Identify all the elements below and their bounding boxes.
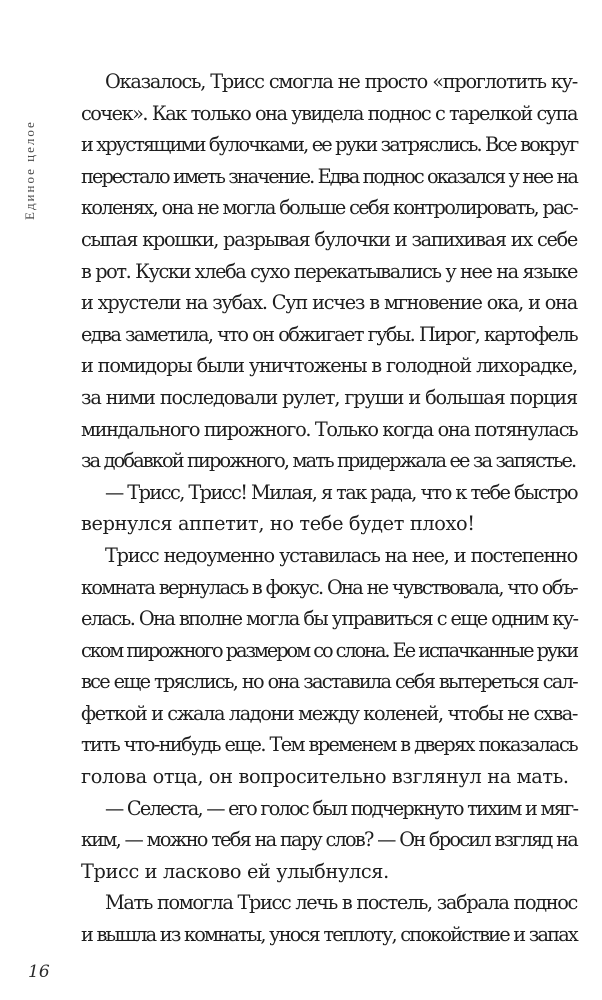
text-line: феткой и сжала ладони между коленей, чтобы не схва- [81, 701, 577, 725]
text-line: — Селеста, — его голос был подчеркнуто тихим и мяг- [105, 796, 578, 820]
text-line: Трисс и ласково ей улыбнулся. [81, 859, 389, 883]
text-line: комната вернулась в фокус. Она не чувствовала, что объ- [81, 575, 577, 599]
text-line: ском пирожного размером со слона. Ее испачканные руки [81, 638, 577, 662]
text-line: и помидоры были уничтожены в голодной лихорадке, [81, 354, 577, 378]
text-line: Мать помогла Трисс лечь в постель, забрала поднос [105, 891, 577, 915]
text-line: перестало иметь значение. Едва поднос оказался у нее на [81, 164, 577, 188]
text-line: тить что-нибудь еще. Тем временем в дверях показалась [81, 733, 577, 757]
text-line: и вышла из комнаты, унося теплоту, спокойствие и запах [81, 923, 577, 947]
body-text [81, 66, 577, 951]
text-line: сыпая крошки, разрывая булочки и запихивая их себе [81, 227, 577, 251]
page-number: 16 [28, 962, 50, 982]
text-line: Трисс недоуменно уставилась на нее, и постепенно [105, 543, 577, 567]
text-line: миндального пирожного. Только когда она потянулась [81, 417, 578, 441]
running-head: Единое целое [22, 120, 37, 220]
text-line: и хрустели на зубах. Суп исчез в мгновение ока, и она [81, 291, 577, 315]
text-line: едва заметила, что он обжигает губы. Пирог, картофель [81, 322, 577, 346]
text-line: за ними последовали рулет, груши и большая порция [81, 385, 577, 409]
text-line: — Трисс, Трисс! Милая, я так рада, что к тебе быстро [105, 480, 578, 504]
text-line: и хрустящими булочками, ее руки затряслись. Все вокруг [81, 133, 578, 157]
text-line: сочек». Как только она увидела поднос с тарелкой супа [81, 101, 577, 125]
text-line: ким, — можно тебя на пару слов? — Он бросил взгляд на [81, 828, 577, 852]
text-line: коленях, она не могла больше себя контролировать, рас- [81, 196, 578, 220]
text-line: Оказалось, Трисс смогла не просто «проглотить ку- [105, 70, 577, 93]
text-line: вернулся аппетит, но тебе будет плохо! [81, 512, 475, 536]
text-line: в рот. Куски хлеба сухо перекатывались у нее на языке [81, 259, 577, 283]
text-line: за добавкой пирожного, мать придержала ее за запястье. [81, 449, 576, 473]
text-line: голова отца, он вопросительно взглянул на мать. [81, 765, 569, 789]
text-line: все еще тряслись, но она заставила себя вытереться сал- [81, 670, 577, 694]
text-line: елась. Она вполне могла бы управиться с еще одним ку- [81, 607, 578, 631]
